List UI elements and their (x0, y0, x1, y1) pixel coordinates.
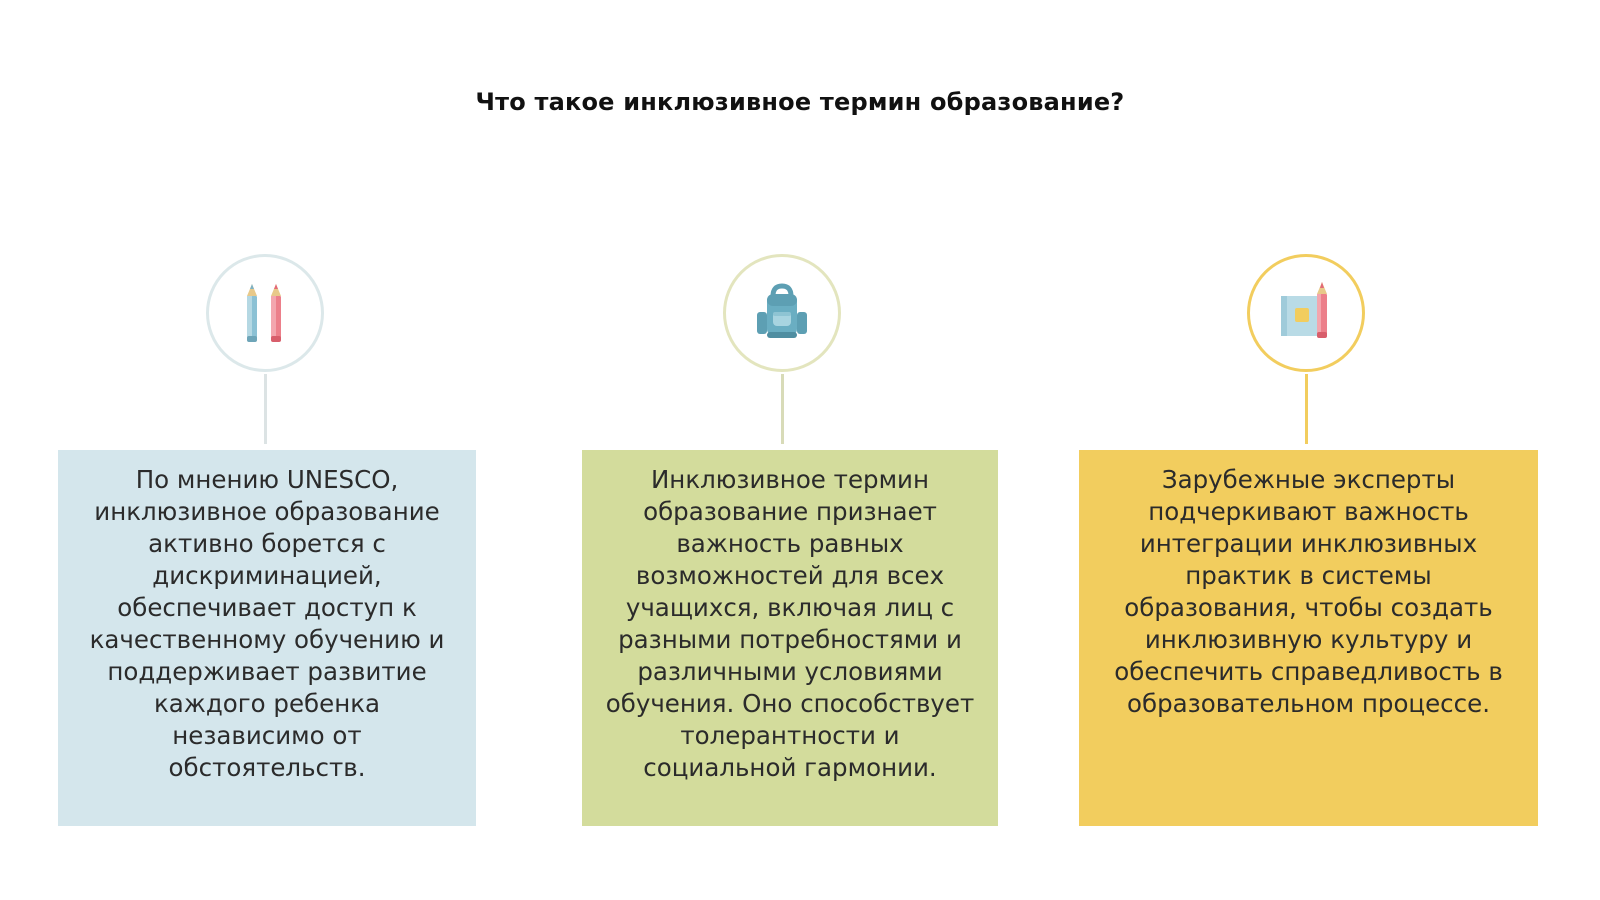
column-unesco (58, 254, 476, 830)
connector-line (781, 374, 784, 444)
info-card: По мнению UNESCO, инклюзивное образование активно борется с дискриминацией, обеспечивает доступ к качественному обучению и поддерживает развитие каждого ребенка независимо от обстоятельств. (58, 450, 476, 826)
info-card: Зарубежные эксперты подчеркивают важность интеграции инклюзивных практик в системы образования, чтобы создать инклюзивную культуру и обеспечить справедливость в образовательном процессе. (1079, 450, 1538, 826)
notebook-pencil-icon (1275, 282, 1337, 344)
icon-circle (206, 254, 324, 372)
column-foreign-experts (1079, 254, 1538, 830)
pencils-icon (235, 280, 295, 346)
info-card: Инклюзивное термин образование признает важность равных возможностей для всех учащихся, включая лиц с разными потребностями и различными условиями обучения. Оно способствует толерантности и социальной гармонии. (582, 450, 998, 826)
icon-circle (1247, 254, 1365, 372)
column-equal-opportunities (582, 254, 998, 830)
backpack-icon (751, 282, 813, 344)
connector-line (264, 374, 267, 444)
page-title: Что такое инклюзивное термин образование? (475, 88, 1125, 116)
connector-line (1305, 374, 1308, 444)
icon-circle (723, 254, 841, 372)
